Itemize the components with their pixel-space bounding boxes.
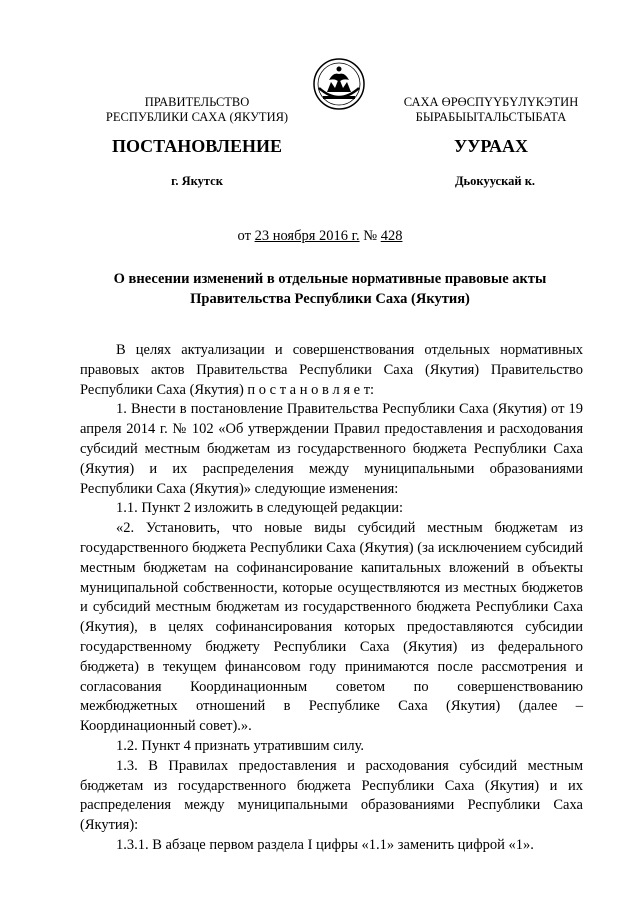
document-body [80,341,583,856]
paragraph: 1. Внести в постановление Правительства Республики Саха (Якутия) от 19 апреля 2014 г. № 102 «Об утверждении Правил предоставления и расходования субсидий местным бюджетам из государственного бюджета Республики Саха (Якутия) и их распределения между муниципальными образованиями Республики Саха (Якутия)» следующие изменения: [80,401,583,497]
government-name-yakut-line1: САХА ӨРӨСПҮҮБҮЛҮКЭТИН [403,95,579,109]
paragraph: 1.3. В Правилах предоставления и расходования субсидий местным бюджетам из государственного бюджета Республики Саха (Якутия) и их распределения между муниципальными образованиями Республики Саха (Якутия): [80,757,583,834]
paragraph: 1.2. Пункт 4 признать утратившим силу. [116,737,365,754]
document-number: 428 [380,228,403,244]
government-name-russian [82,95,312,125]
city-russian: г. Якутск [171,174,223,188]
paragraph: В целях актуализации и совершенствования отдельных нормативных правовых актов Правительства Республики Саха (Якутия) Правительство Республики Саха (Якутия) п о с т а н о в л я е т: [80,342,583,398]
document-date: 23 ноября 2016 г. [254,228,360,244]
title-line2: Правительства Республики Саха (Якутия) [190,291,470,307]
doc-type-yakut: УУРААХ [453,136,529,156]
doc-type-russian: ПОСТАНОВЛЕНИЕ [111,136,283,156]
government-name-line2: РЕСПУБЛИКИ САХА (ЯКУТИЯ) [105,110,289,124]
city-yakut: Дьокуускай к. [454,174,536,188]
government-name-yakut [376,95,606,125]
document-title [80,269,580,309]
government-name-line1: ПРАВИТЕЛЬСТВО [144,95,250,109]
date-prefix: от [237,228,255,244]
title-line1: О внесении изменений в отдельные нормативные правовые акты [113,271,547,287]
date-number-line [0,228,640,245]
paragraph: «2. Установить, что новые виды субсидий местным бюджетам из государственного бюджета Республики Саха (Якутия) (за исключением субсидий местным бюджетам на софинансирование капитальных вложений в объекты муниципальной собственности, которые осуществляются из местных бюджетов и субсидий местным бюджетам из государственного бюджета Республики Саха (Якутия), в целях софинансирования которых предоставляются субсидии государственному бюджету Республики Саха (Якутия) из федерального бюджета) в текущем финансовом году принимаются после рассмотрения и согласования Координационным советом по совершенствованию межбюджетных отношений в Республике Саха (Якутия) (далее – Координационный совет).». [80,520,583,735]
paragraph: 1.3.1. В абзаце первом раздела I цифры «1.1» заменить цифрой «1». [116,836,534,853]
number-sign: № [359,228,381,244]
coat-of-arms-emblem [313,58,365,110]
paragraph: 1.1. Пункт 2 изложить в следующей редакции: [116,500,404,517]
government-name-yakut-line2: БЫРАБЫЫТАЛЬСТЫБАТА [415,110,567,124]
